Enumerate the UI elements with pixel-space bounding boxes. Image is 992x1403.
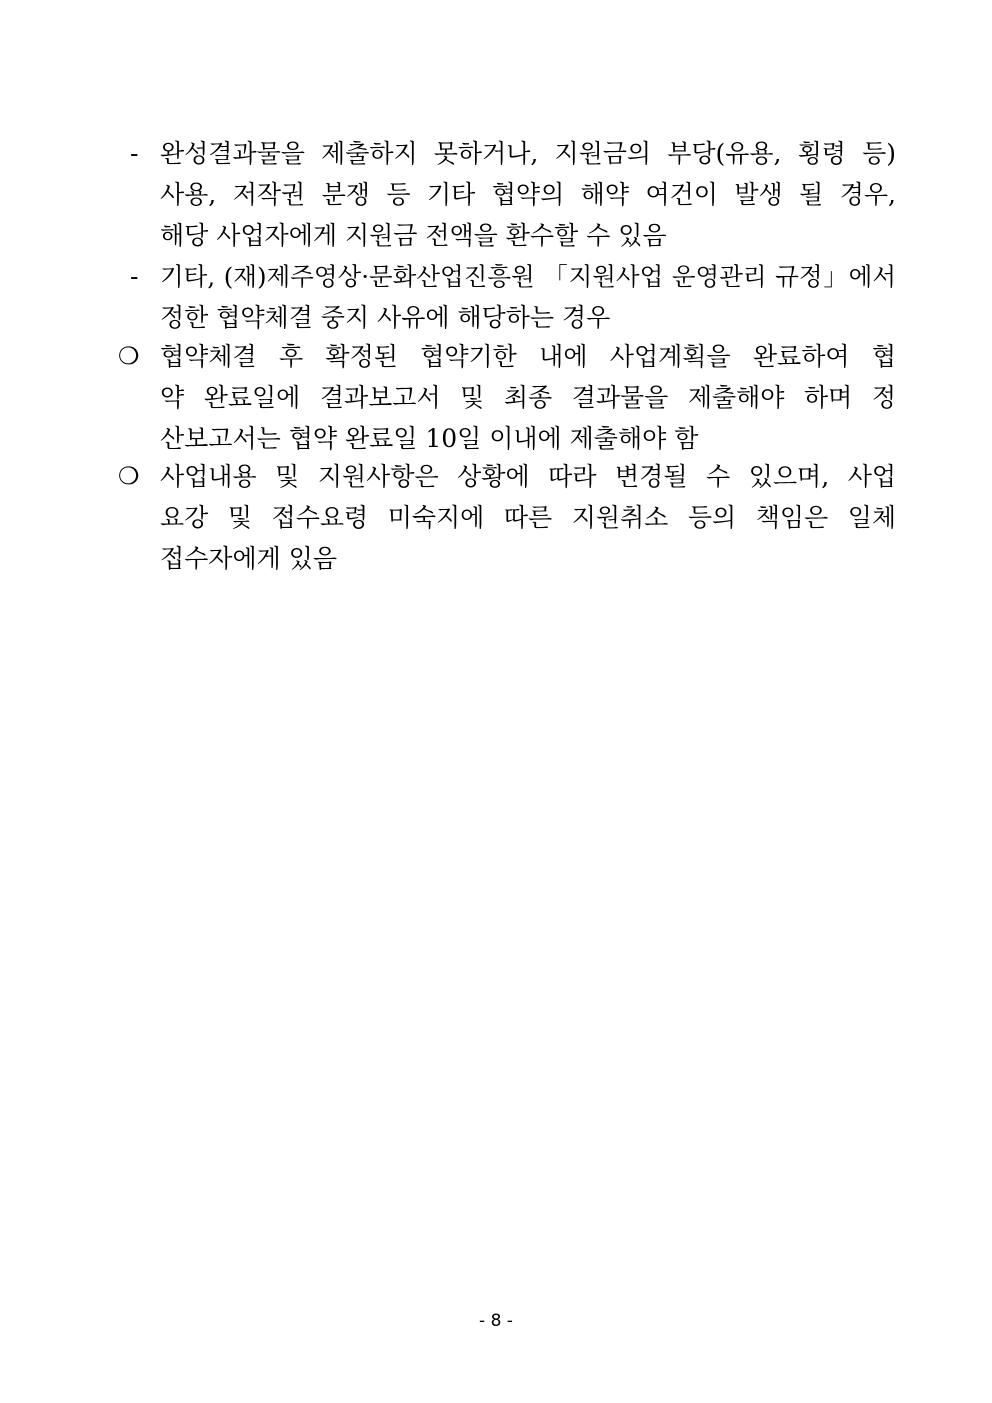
circle-bullet-icon: ❍: [118, 462, 140, 490]
page-number: - 8 -: [479, 1311, 513, 1331]
text-line: 접수자에게 있음: [160, 544, 337, 573]
circle-bullet-icon: ❍: [118, 342, 140, 370]
text-line: 약 완료일에 결과보고서 및 최종 결과물을 제출해야 하며 정: [160, 383, 896, 412]
text-line: 완성결과물을 제출하지 못하거나, 지원금의 부당(유용, 횡령 등): [160, 139, 896, 168]
text-line: 요강 및 접수요령 미숙지에 따른 지원취소 등의 책임은 일체: [160, 503, 896, 532]
text-line: 사용, 저작권 분쟁 등 기타 협약의 해약 여건이 발생 될 경우,: [160, 180, 896, 209]
text-line: 정한 협약체결 중지 사유에 해당하는 경우: [160, 303, 611, 332]
dash-bullet: -: [130, 139, 139, 168]
text-line: 산보고서는 협약 완료일 10일 이내에 제출해야 함: [160, 424, 699, 453]
text-line: 사업내용 및 지원사항은 상황에 따라 변경될 수 있으며, 사업: [160, 462, 896, 491]
text-line: 협약체결 후 확정된 협약기한 내에 사업계획을 완료하여 협: [160, 342, 896, 371]
dash-bullet: -: [130, 262, 139, 291]
text-line: 기타, (재)제주영상·문화산업진흥원 「지원사업 운영관리 규정」에서: [160, 262, 896, 291]
text-line: 해당 사업자에게 지원금 전액을 환수할 수 있음: [160, 221, 667, 250]
